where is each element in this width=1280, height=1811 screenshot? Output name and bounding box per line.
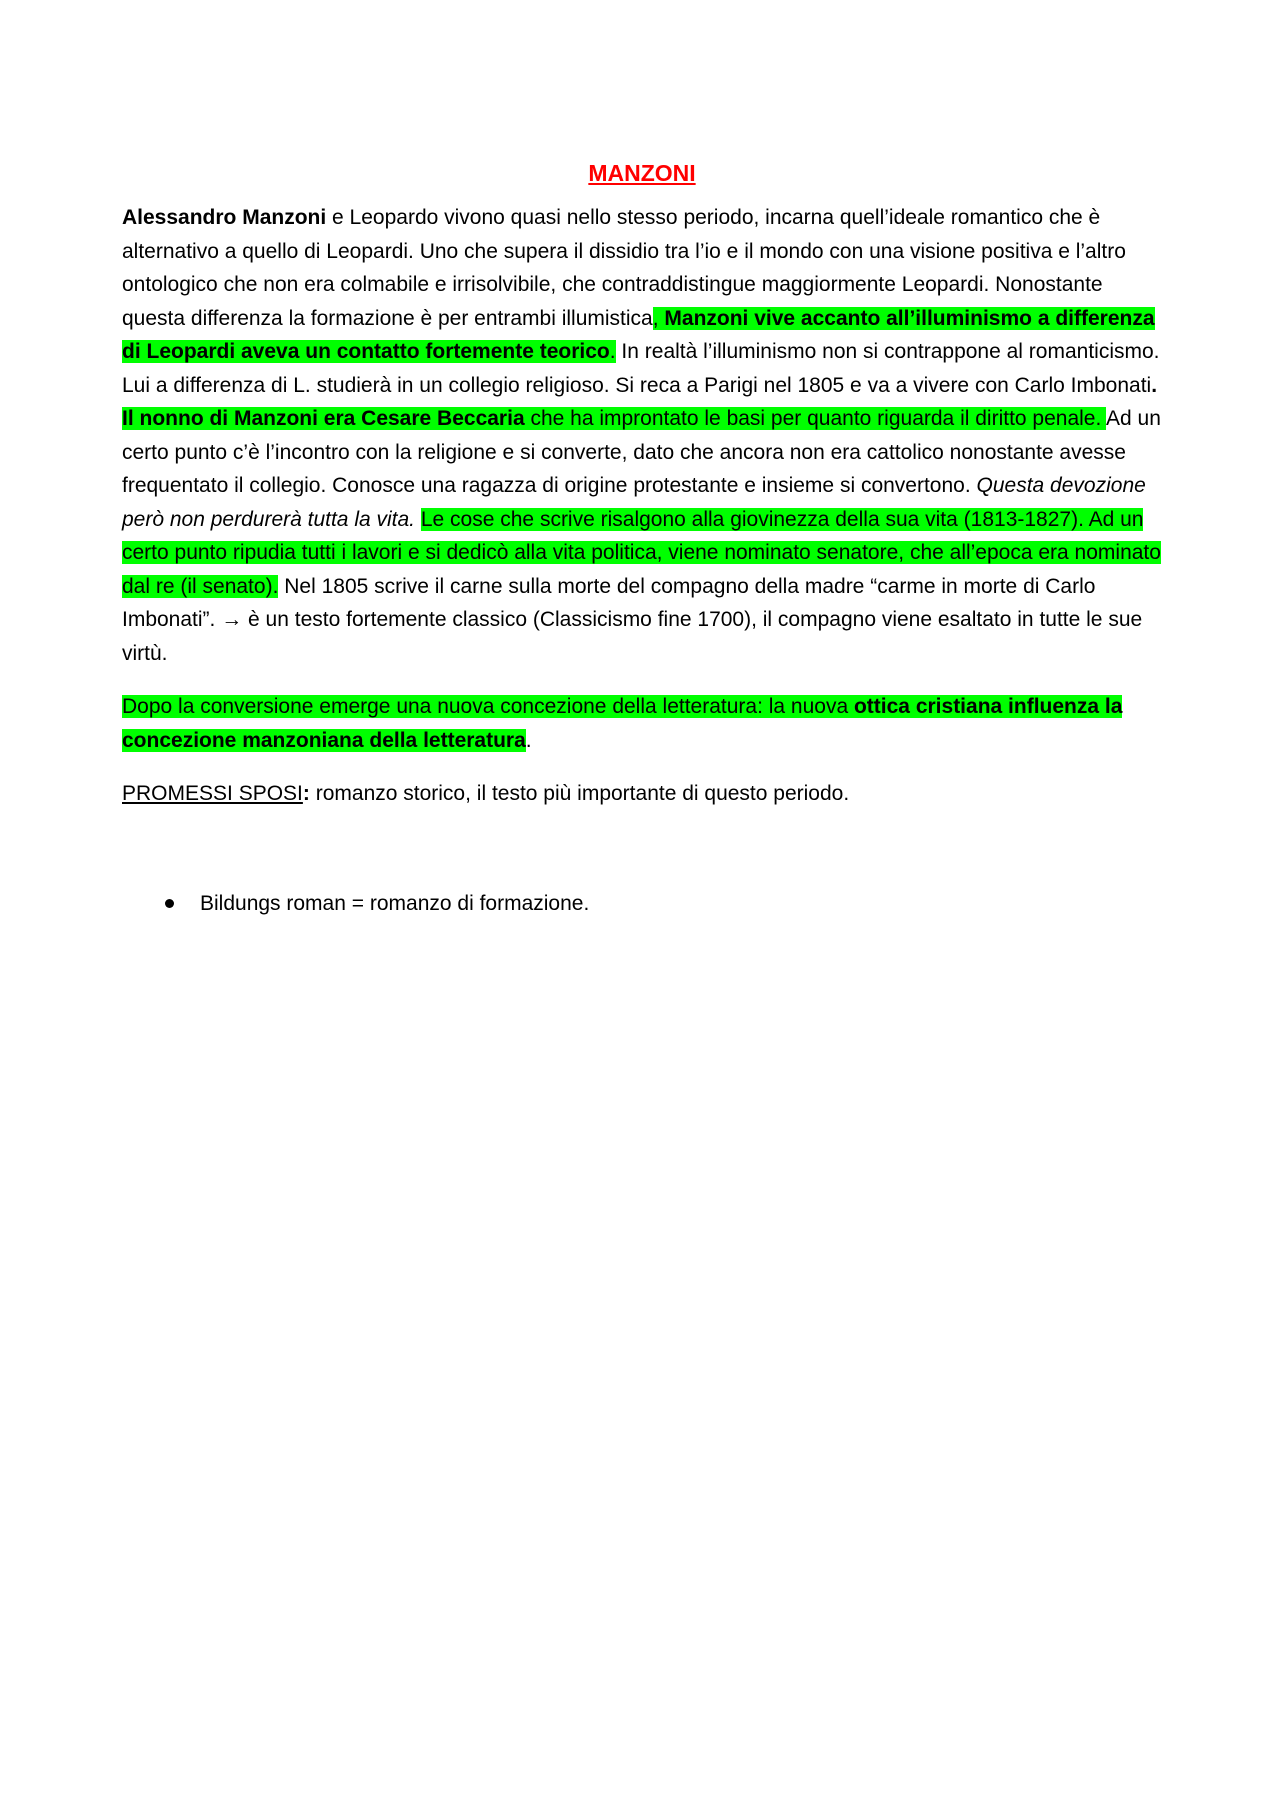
list-item-text: Bildungs roman = romanzo di formazione. — [200, 891, 590, 915]
text-run: . — [525, 728, 532, 752]
highlighted-text: , — [652, 306, 665, 330]
text-run: In realtà l’illuminismo non si contrappone al romanticismo. Lui a differenza di L. studierà in un collegio religioso. Si reca a Parigi nel 1805 e va a vivere con Carlo Imbonati — [122, 340, 1160, 397]
text-run: e Leopardo vivono quasi nello stesso periodo, incarna quell’ideale romantico che è alternativo a quello di Leopardi. Uno che supera il dissidio tra l’io e il mondo con una visione positiva e l’altro ontologico che non era colmabile e irrisolvibile, che contraddistingue maggiormente Leopardi. Nonostante questa differenza la formazione è per entrambi illumistica — [122, 206, 1126, 330]
document-page — [122, 155, 1162, 920]
page-title: MANZONI — [588, 160, 696, 186]
highlighted-text: che ha improntato le basi per quanto riguarda il diritto penale. — [524, 407, 1106, 430]
text-run: Ad un certo punto c’è l’incontro con la religione e si converte, dato che ancora non era cattolico nonostante avesse frequentato il collegio. Conosce una ragazza di origine protestante e insieme si convertono. — [122, 407, 1161, 497]
highlighted-text: Dopo la conversione emerge una nuova concezione della letteratura: la nuova — [122, 695, 854, 718]
italic-text: Questa devozione però non perdurerà tutta la vita. — [122, 474, 1146, 531]
paragraph-conversion — [122, 690, 1162, 757]
text-run: Nel 1805 scrive il carne sulla morte del compagno della madre “carme in morte di Carlo Imbonati”. → è un testo fortemente classico (Classicismo fine 1700), il compagno viene esaltato in tutte le sue virtù. — [122, 574, 1143, 665]
highlighted-bold-text: Manzoni vive accanto all’illuminismo a differenza di Leopardi aveva un contatto fortemente teorico — [122, 306, 1155, 363]
bold-text: : — [302, 782, 310, 805]
list-item — [122, 887, 1162, 921]
bold-text: . — [1151, 373, 1158, 397]
paragraph-promessi-sposi — [122, 777, 1162, 811]
bullet-dot-icon — [165, 899, 174, 908]
text-run: romanzo storico, il testo più importante di questo periodo. — [309, 782, 850, 805]
highlighted-text: Le cose che scrive risalgono alla giovinezza della sua vita (1813-1827). Ad un certo punto ripudia tutti i lavori e si dedicò alla vita politica, viene nominato senatore, che all’epoca era nominato dal re (il senato). — [122, 507, 1161, 598]
highlighted-bold-text: ottica cristiana influenza la concezione manzoniana della letteratura — [122, 695, 1123, 752]
bullet-list — [122, 887, 1162, 921]
author-name: Alessandro Manzoni — [122, 206, 327, 229]
underlined-heading: PROMESSI SPOSI — [122, 782, 303, 805]
paragraph-intro — [122, 201, 1162, 670]
text-run — [415, 508, 421, 531]
highlighted-bold-text: Il nonno di Manzoni era Cesare Beccaria — [122, 407, 525, 430]
highlighted-text: . — [609, 340, 616, 363]
